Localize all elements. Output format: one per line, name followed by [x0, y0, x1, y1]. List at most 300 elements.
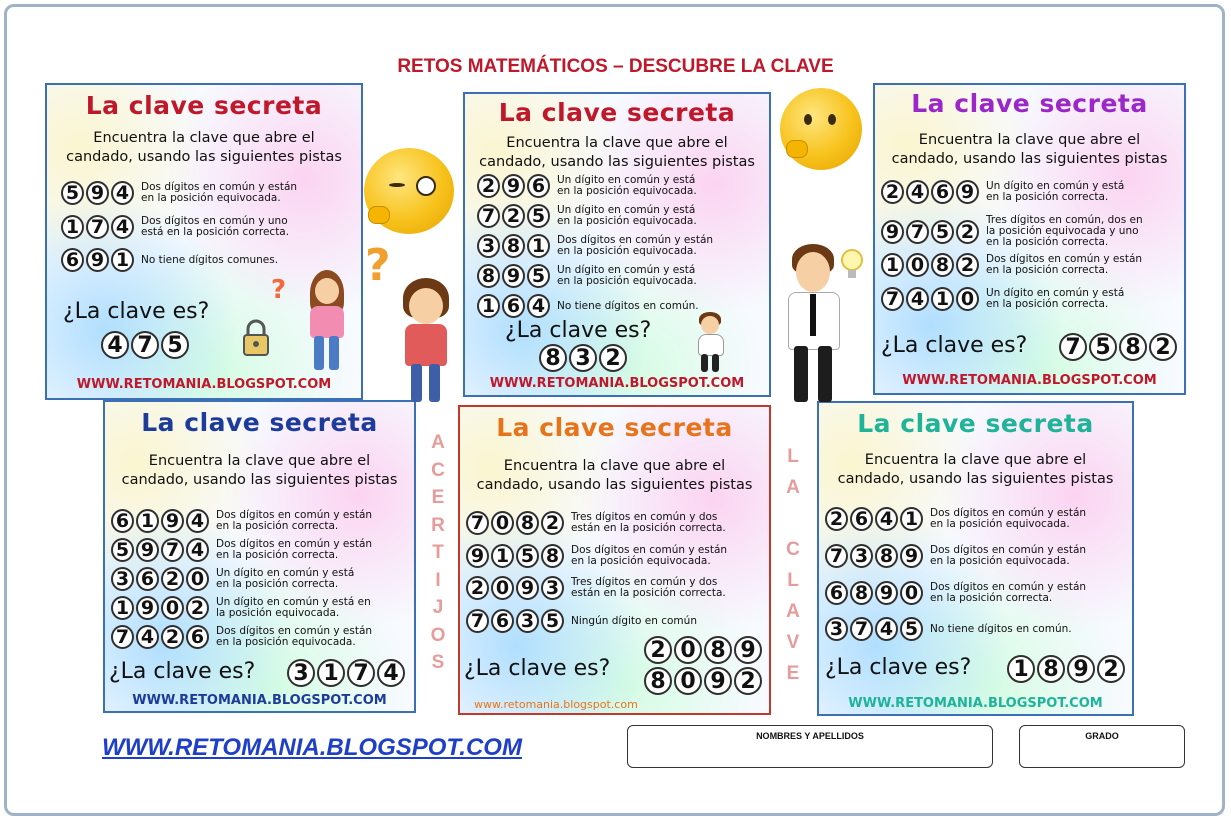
clue-row [466, 544, 727, 568]
question-label: ¿La clave es? [464, 656, 611, 681]
answer-digit: 1 [317, 659, 345, 687]
digit: 1 [881, 253, 904, 277]
clue-digits [881, 220, 981, 244]
digit: 7 [850, 617, 873, 641]
footer-link[interactable]: WWW.RETOMANIA.BLOGSPOT.COM [102, 734, 522, 761]
digit: 2 [825, 507, 848, 531]
hint-line: en la posición correcta. [986, 264, 1109, 276]
digit: 0 [186, 567, 209, 591]
digit: 7 [881, 287, 904, 311]
question-label: ¿La clave es? [109, 659, 256, 684]
clue-digits [477, 174, 552, 198]
hint-line: en la posición correcta. [216, 520, 339, 532]
puzzle-card-5 [458, 405, 771, 715]
digit: 6 [111, 509, 134, 533]
grade-field[interactable] [1019, 725, 1185, 768]
question-mark-icon: ? [271, 275, 287, 305]
digit: 6 [186, 625, 209, 649]
hint-line: Tres dígitos en común, dos en [986, 214, 1143, 226]
digit: 3 [516, 609, 539, 633]
hint-line: está en la posición correcta. [141, 226, 290, 238]
letter: T [432, 542, 444, 563]
clue-row [477, 294, 699, 318]
digit: 8 [850, 581, 873, 605]
clue-row [477, 234, 713, 258]
clue-digits [881, 180, 981, 204]
answer-digit: 7 [347, 659, 375, 687]
digit: 0 [161, 596, 184, 620]
letter: E [786, 663, 800, 684]
digit: 2 [161, 567, 184, 591]
question-label: ¿La clave es? [825, 655, 972, 680]
digit: 9 [502, 264, 525, 288]
answer-digits-alt [644, 667, 764, 695]
digit: 2 [186, 596, 209, 620]
digit: 1 [111, 596, 134, 620]
answer-digit: 2 [1149, 333, 1177, 361]
clue-digits [825, 507, 925, 531]
clue-digits [466, 511, 566, 535]
clue-row [466, 609, 697, 633]
hint-line: en la posición correcta. [216, 549, 339, 561]
puzzle-card-4 [103, 400, 416, 713]
clue-digits [466, 544, 566, 568]
clue-row [477, 264, 697, 288]
question-mark-icon: ? [365, 240, 391, 291]
clue-row [825, 617, 1072, 641]
answer-digit: 8 [704, 636, 732, 664]
clue-digits [825, 544, 925, 568]
card-title: La clave secreta [496, 413, 733, 442]
card-url: WWW.RETOMANIA.BLOGSPOT.COM [848, 696, 1103, 711]
clue-row [111, 567, 354, 591]
clue-hint [571, 512, 726, 534]
clue-digits [111, 538, 211, 562]
answer-digit: 8 [539, 344, 567, 372]
digit: 7 [477, 204, 500, 228]
digit: 8 [502, 234, 525, 258]
clue-digits [111, 625, 211, 649]
clue-hint [930, 582, 1086, 604]
clue-digits [477, 204, 552, 228]
card-intro [819, 451, 1132, 489]
hint-line: en la posición equivocada. [557, 275, 697, 287]
thinking-boy-illustration [397, 278, 455, 403]
lightbulb-icon [840, 248, 864, 284]
intro-line-1: Encuentra la clave que abre el [503, 458, 726, 474]
digit: 2 [502, 204, 525, 228]
digit: 5 [527, 264, 550, 288]
digit: 6 [825, 581, 848, 605]
hint-line: Ningún dígito en común [571, 614, 697, 627]
digit: 0 [491, 576, 514, 600]
digit: 1 [477, 294, 500, 318]
answer-digit: 3 [287, 659, 315, 687]
intro-line-1: Encuentra la clave que abre el [148, 453, 371, 469]
digit: 7 [906, 220, 929, 244]
answer-digit: 7 [131, 331, 159, 359]
clue-hint [216, 568, 354, 590]
answer-digit: 9 [1067, 655, 1095, 683]
answer-digit: 8 [1037, 655, 1065, 683]
hint-line: Dos dígitos en común y están [557, 234, 714, 246]
clue-digits [466, 609, 566, 633]
digit: 3 [825, 617, 848, 641]
answer-digit: 3 [569, 344, 597, 372]
intro-line-2: candado, usando las siguientes pistas [891, 151, 1168, 167]
clue-row [61, 248, 278, 272]
answer-digits [1007, 655, 1127, 683]
answer-digits [101, 331, 191, 359]
hint-line: Dos dígitos en común y están [216, 625, 373, 637]
puzzle-card-2 [463, 92, 771, 397]
digit: 1 [136, 509, 159, 533]
digit: 6 [850, 507, 873, 531]
digit: 1 [931, 287, 954, 311]
vertical-word-la-clave [783, 441, 803, 689]
clue-digits [477, 234, 552, 258]
card-intro [875, 131, 1184, 169]
digit: 4 [875, 507, 898, 531]
digit: 9 [956, 180, 979, 204]
answer-digit: 2 [599, 344, 627, 372]
clue-hint [557, 265, 697, 287]
card-intro [460, 457, 769, 495]
clue-row [111, 625, 372, 649]
hint-line: en la posición correcta. [986, 298, 1109, 310]
digit: 9 [502, 174, 525, 198]
question-label: ¿La clave es? [505, 318, 652, 343]
hint-line: Dos dígitos en común y están [930, 507, 1087, 519]
clue-row [881, 180, 1124, 204]
letter: L [787, 570, 799, 591]
letter: R [431, 514, 445, 536]
intro-line-1: Encuentra la clave que abre el [93, 130, 315, 146]
clue-row [477, 174, 697, 198]
card-url: WWW.RETOMANIA.BLOGSPOT.COM [489, 376, 745, 391]
clue-hint [557, 301, 699, 312]
digit: 3 [477, 234, 500, 258]
digit: 1 [491, 544, 514, 568]
digit: 4 [875, 617, 898, 641]
hint-line: No tiene dígitos en común. [557, 299, 699, 312]
digit: 6 [527, 174, 550, 198]
hint-line: Tres dígitos en común y dos [571, 576, 718, 588]
card-intro [465, 134, 769, 172]
hint-line: en la posición correcta. [930, 592, 1053, 604]
hint-line: en la posición correcta. [986, 236, 1109, 248]
letter: V [786, 632, 800, 653]
letter: C [431, 459, 445, 481]
answer-digit: 2 [734, 667, 762, 695]
digit: 6 [502, 294, 525, 318]
hint-line: Un dígito en común y está [986, 287, 1125, 299]
clue-hint [571, 616, 697, 627]
digit: 8 [516, 511, 539, 535]
hint-line: en la posición equivocada. [557, 245, 697, 257]
intro-line-1: Encuentra la clave que abre el [506, 135, 728, 151]
hint-line: Un dígito en común y está en [216, 596, 371, 608]
hint-line: están en la posición correcta. [571, 522, 726, 534]
digit: 9 [136, 538, 159, 562]
intro-line-2: candado, usando las siguientes pistas [121, 472, 398, 488]
digit: 2 [956, 220, 979, 244]
puzzle-card-6 [817, 401, 1134, 716]
digit: 4 [111, 181, 134, 205]
digit: 2 [541, 511, 564, 535]
clue-hint [216, 510, 372, 532]
digit: 9 [881, 220, 904, 244]
clue-hint [986, 181, 1124, 203]
clue-digits [111, 509, 211, 533]
digit: 5 [900, 617, 923, 641]
clue-hint [930, 624, 1072, 635]
digit: 2 [881, 180, 904, 204]
answer-digit: 9 [704, 667, 732, 695]
answer-digit: 0 [674, 667, 702, 695]
clue-digits [477, 294, 552, 318]
clue-hint [557, 175, 697, 197]
clue-row [111, 538, 372, 562]
digit: 5 [111, 538, 134, 562]
hint-line: Un dígito en común y está [557, 174, 696, 186]
letter: J [432, 597, 444, 618]
digit: 6 [136, 567, 159, 591]
card-url: WWW.RETOMANIA.BLOGSPOT.COM [132, 693, 387, 708]
hint-line: en la posición equivocada. [141, 192, 281, 204]
digit: 0 [906, 253, 929, 277]
digit: 1 [61, 215, 84, 239]
digit: 4 [527, 294, 550, 318]
answer-digit: 8 [1119, 333, 1147, 361]
card-title: La clave secreta [911, 89, 1148, 118]
intro-line-2: candado, usando las siguientes pistas [476, 477, 753, 493]
clue-row [477, 204, 697, 228]
digit: 5 [541, 609, 564, 633]
answer-digits [1059, 333, 1179, 361]
digit: 6 [61, 248, 84, 272]
winking-emoji-icon [364, 148, 454, 234]
names-field[interactable] [627, 725, 993, 768]
thinking-man-illustration [693, 312, 727, 372]
hint-line: Dos dígitos en común y están [216, 509, 373, 521]
card-title: La clave secreta [141, 408, 378, 437]
padlock-icon [241, 318, 271, 358]
digit: 7 [825, 544, 848, 568]
digit: 4 [906, 287, 929, 311]
clue-row [61, 181, 297, 205]
names-label: NOMBRES Y APELLIDOS [756, 731, 864, 741]
clue-row [111, 509, 372, 533]
clue-hint [571, 577, 726, 599]
businessman-idea-illustration [778, 244, 848, 404]
hint-line: Dos dígitos en común y están [141, 181, 298, 193]
clue-digits [825, 581, 925, 605]
digit: 6 [931, 180, 954, 204]
clue-row [111, 596, 371, 620]
card-url: www.retomania.blogspot.com [474, 698, 638, 711]
clue-hint [216, 597, 371, 619]
digit: 1 [527, 234, 550, 258]
digit: 6 [491, 609, 514, 633]
digit: 9 [86, 248, 109, 272]
answer-digit: 8 [644, 667, 672, 695]
digit: 3 [541, 576, 564, 600]
digit: 3 [111, 567, 134, 591]
hint-line: la posición equivocada y uno [986, 225, 1139, 237]
hint-line: Un dígito en común y está [986, 180, 1125, 192]
clue-digits [477, 264, 552, 288]
answer-digits [539, 344, 629, 372]
hint-line: están en la posición correcta. [571, 587, 726, 599]
answer-digits [287, 659, 407, 687]
clue-digits [111, 567, 211, 591]
card-intro [105, 452, 414, 490]
question-label: ¿La clave es? [63, 299, 210, 324]
clue-row [825, 507, 1086, 531]
thinking-girl-illustration [302, 270, 352, 370]
answer-digits [644, 636, 764, 664]
hint-line: Dos dígitos en común y están [986, 253, 1143, 265]
clue-hint [930, 545, 1086, 567]
answer-digit: 7 [1059, 333, 1087, 361]
digit: 4 [136, 625, 159, 649]
thinking-emoji-icon [780, 88, 862, 170]
answer-digit: 4 [377, 659, 405, 687]
answer-digit: 5 [1089, 333, 1117, 361]
digit: 7 [466, 511, 489, 535]
clue-hint [557, 205, 697, 227]
hint-line: Dos dígitos en común y uno [141, 215, 288, 227]
card-title: La clave secreta [85, 91, 323, 120]
digit: 8 [875, 544, 898, 568]
digit: 9 [466, 544, 489, 568]
hint-line: No tiene dígitos en común. [930, 622, 1072, 635]
digit: 5 [516, 544, 539, 568]
hint-line: No tiene dígitos comunes. [141, 253, 279, 266]
answer-digit: 5 [161, 331, 189, 359]
hint-line: Un dígito en común y está [216, 567, 355, 579]
clue-row [466, 511, 726, 535]
digit: 4 [186, 509, 209, 533]
clue-row [881, 253, 1142, 277]
hint-line: en la posición correcta. [986, 191, 1109, 203]
vertical-word-acertijos [428, 429, 448, 677]
letter: C [786, 539, 800, 560]
hint-line: Dos dígitos en común y están [571, 544, 728, 556]
intro-line-2: candado, usando las siguientes pistas [837, 471, 1114, 487]
clue-hint [986, 215, 1143, 248]
hint-line: Tres dígitos en común y dos [571, 511, 718, 523]
digit: 5 [527, 204, 550, 228]
clue-hint [571, 545, 727, 567]
hint-line: en la posición equivocada. [557, 215, 697, 227]
hint-line: Un dígito en común y está [557, 264, 696, 276]
card-url: WWW.RETOMANIA.BLOGSPOT.COM [902, 373, 1157, 388]
digit: 1 [111, 248, 134, 272]
intro-line-1: Encuentra la clave que abre el [918, 132, 1141, 148]
clue-digits [881, 253, 981, 277]
digit: 4 [186, 538, 209, 562]
clue-digits [881, 287, 981, 311]
clue-row [61, 215, 289, 239]
hint-line: en la posición correcta. [216, 578, 339, 590]
answer-digit: 9 [734, 636, 762, 664]
clue-row [466, 576, 726, 600]
hint-line: Un dígito en común y está [557, 204, 696, 216]
letter: A [786, 477, 800, 498]
digit: 8 [931, 253, 954, 277]
digit: 1 [900, 507, 923, 531]
answer-digit: 2 [644, 636, 672, 664]
hint-line: Dos dígitos en común y están [216, 538, 373, 550]
hint-line: en la posición equivocada. [571, 555, 711, 567]
digit: 5 [931, 220, 954, 244]
clue-digits [111, 596, 211, 620]
clue-hint [216, 539, 372, 561]
digit: 9 [136, 596, 159, 620]
intro-line-2: candado, usando las siguientes pistas [66, 149, 342, 165]
card-url: WWW.RETOMANIA.BLOGSPOT.COM [76, 377, 332, 392]
letter: S [431, 652, 445, 673]
digit: 9 [86, 181, 109, 205]
digit: 2 [466, 576, 489, 600]
page-title: RETOS MATEMÁTICOS – DESCUBRE LA CLAVE [397, 56, 834, 77]
letter: A [431, 432, 445, 453]
digit: 0 [900, 581, 923, 605]
digit: 7 [466, 609, 489, 633]
letter: O [430, 624, 446, 646]
intro-line-2: candado, usando las siguientes pistas [479, 154, 755, 170]
grade-label: GRADO [1085, 731, 1119, 741]
question-label: ¿La clave es? [881, 333, 1028, 358]
digit: 0 [491, 511, 514, 535]
digit: 7 [161, 538, 184, 562]
digit: 9 [516, 576, 539, 600]
hint-line: Dos dígitos en común y están [930, 544, 1087, 556]
clue-digits [61, 181, 136, 205]
digit: 0 [956, 287, 979, 311]
digit: 9 [900, 544, 923, 568]
clue-hint [986, 254, 1142, 276]
hint-line: en la posición equivocada. [216, 636, 356, 648]
card-title: La clave secreta [857, 409, 1094, 438]
digit: 9 [161, 509, 184, 533]
digit: 7 [111, 625, 134, 649]
hint-line: Dos dígitos en común y están [930, 581, 1087, 593]
clue-hint [141, 182, 297, 204]
letter: E [431, 487, 445, 508]
clue-hint [216, 626, 372, 648]
digit: 4 [111, 215, 134, 239]
digit: 2 [956, 253, 979, 277]
clue-row [881, 287, 1124, 311]
digit: 5 [61, 181, 84, 205]
clue-hint [930, 508, 1086, 530]
letter: L [787, 446, 799, 467]
answer-digit: 0 [674, 636, 702, 664]
clue-digits [61, 248, 136, 272]
hint-line: en la posición equivocada. [557, 185, 697, 197]
hint-line: en la posición equivocada. [930, 555, 1070, 567]
clue-row [825, 544, 1086, 568]
letter: I [435, 569, 441, 591]
clue-digits [825, 617, 925, 641]
clue-hint [557, 235, 713, 257]
clue-row [825, 581, 1086, 605]
digit: 8 [541, 544, 564, 568]
answer-digit: 2 [1097, 655, 1125, 683]
